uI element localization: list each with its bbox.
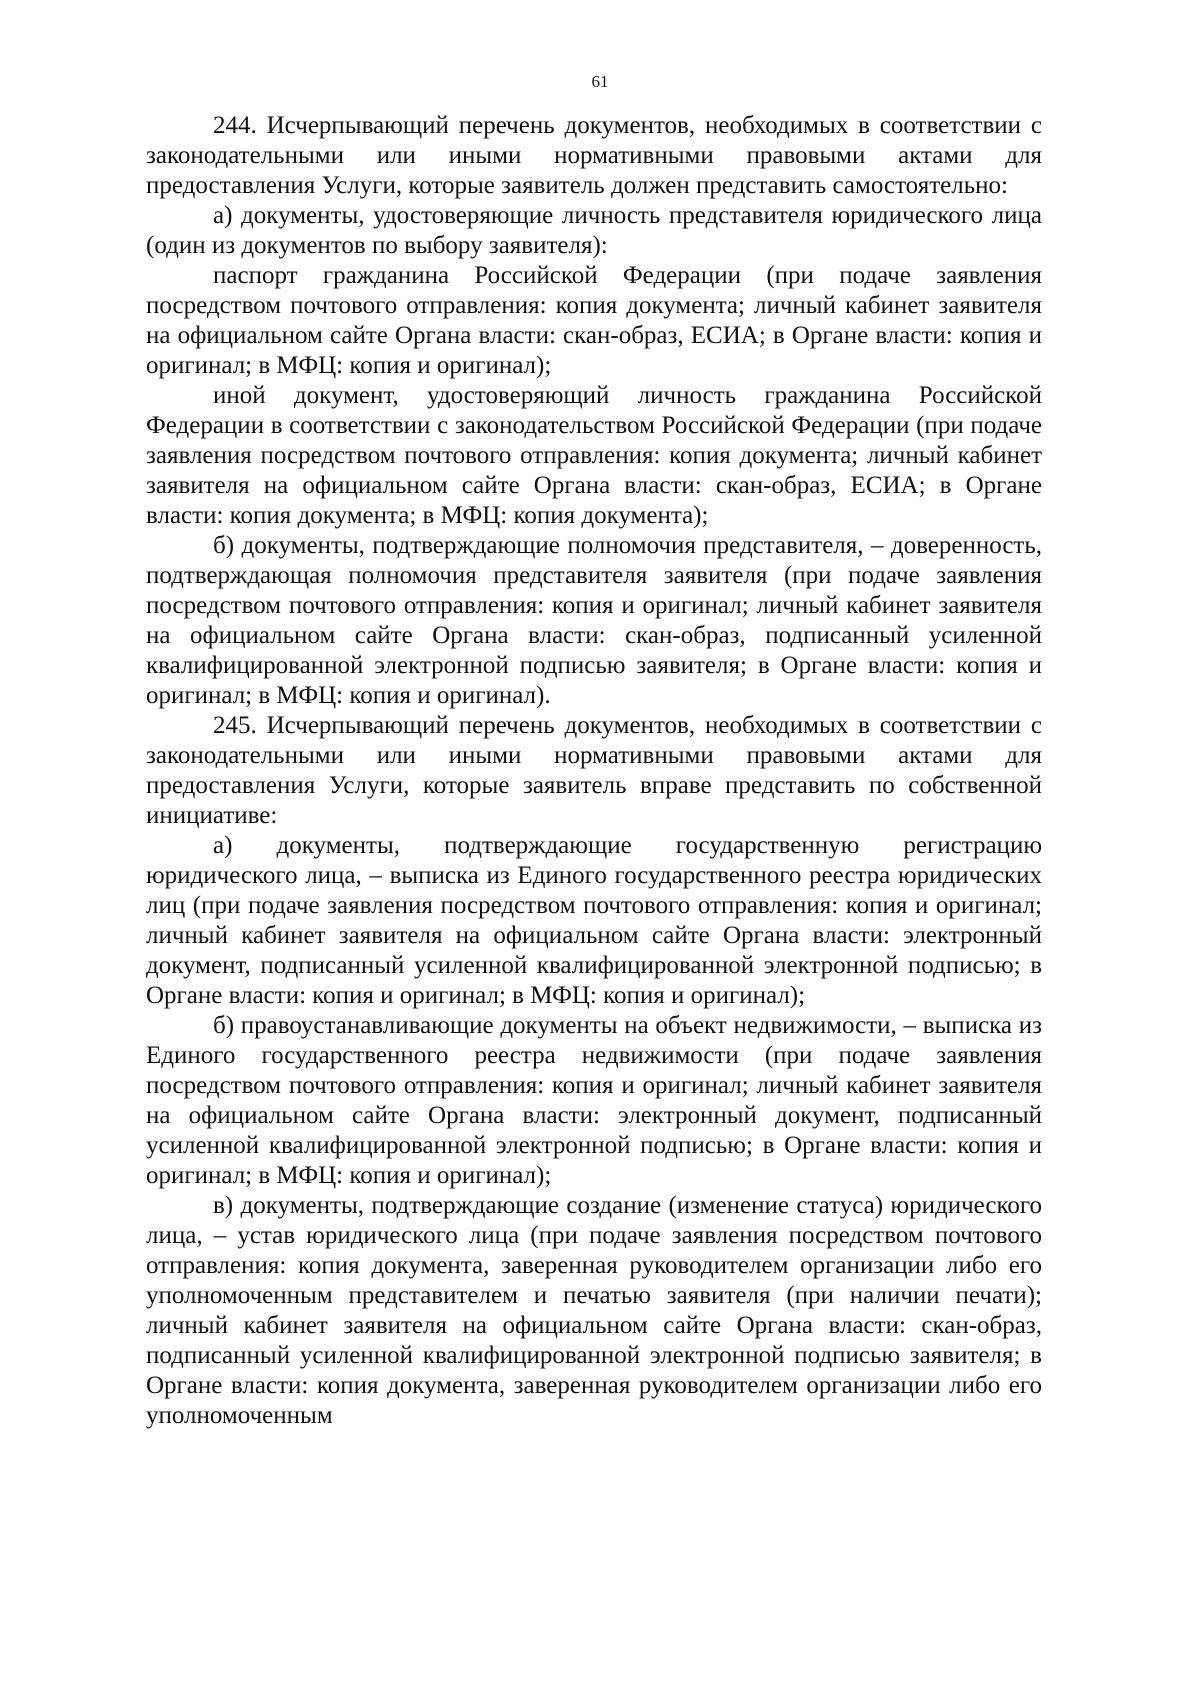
document-body [146, 111, 1042, 1431]
paragraph-245-item-c: в) документы, подтверждающие создание (изменение статуса) юридического лица, – устав юридического лица (при подаче заявления посредством почтового отправления: копия документа, заверенная руководителем организации либо его уполномоченным представителем и печатью заявителя (при наличии печати); личный кабинет заявителя на официальном сайте Органа власти: скан-образ, подписанный усиленной квалифицированной электронной подписью заявителя; в Органе власти: копия документа, заверенная руководителем организации либо его уполномоченным [146, 1192, 1042, 1429]
paragraph-other-id-document: иной документ, удостоверяющий личность гражданина Российской Федерации в соответствии с законодательством Российской Федерации (при подаче заявления посредством почтового отправления: копия документа; личный кабинет заявителя на официальном сайте Органа власти: скан-образ, ЕСИА; в Органе власти: копия документа; в МФЦ: копия документа); [146, 382, 1042, 529]
page-number: 61 [591, 72, 609, 91]
paragraph-245-item-b: б) правоустанавливающие документы на объект недвижимости, – выписка из Единого государственного реестра недвижимости (при подаче заявления посредством почтового отправления: копия и оригинал; личный кабинет заявителя на официальном сайте Органа власти: электронный документ, подписанный усиленной квалифицированной электронной подписью; в Органе власти: копия и оригинал; в МФЦ: копия и оригинал); [146, 1012, 1042, 1189]
paragraph-passport: паспорт гражданина Российской Федерации (при подаче заявления посредством почтового отправления: копия документа; личный кабинет заявителя на официальном сайте Органа власти: скан-образ, ЕСИА; в Органе власти: копия и оригинал; в МФЦ: копия и оригинал); [146, 262, 1042, 379]
paragraph-244-item-b: б) документы, подтверждающие полномочия представителя, – доверенность, подтверждающая полномочия представителя заявителя (при подаче заявления посредством почтового отправления: копия и оригинал; личный кабинет заявителя на официальном сайте Органа власти: скан-образ, подписанный усиленной квалифицированной электронной подписью заявителя; в Органе власти: копия и оригинал; в МФЦ: копия и оригинал). [146, 532, 1042, 709]
paragraph-245-item-a: а) документы, подтверждающие государственную регистрацию юридического лица, – выписка из Единого государственного реестра юридических лиц (при подаче заявления посредством почтового отправления: копия и оригинал; личный кабинет заявителя на официальном сайте Органа власти: электронный документ, подписанный усиленной квалифицированной электронной подписью; в Органе власти: копия и оригинал; в МФЦ: копия и оригинал); [146, 832, 1042, 1009]
paragraph-244-heading: 244. Исчерпывающий перечень документов, необходимых в соответствии с законодательными или иными нормативными правовыми актами для предоставления Услуги, которые заявитель должен представить самостоятельно: [146, 112, 1042, 199]
paragraph-244-item-a: а) документы, удостоверяющие личность представителя юридического лица (один из документов по выбору заявителя): [146, 202, 1042, 259]
paragraph-245-heading: 245. Исчерпывающий перечень документов, необходимых в соответствии с законодательными или иными нормативными правовыми актами для предоставления Услуги, которые заявитель вправе представить по собственной инициативе: [146, 712, 1042, 829]
